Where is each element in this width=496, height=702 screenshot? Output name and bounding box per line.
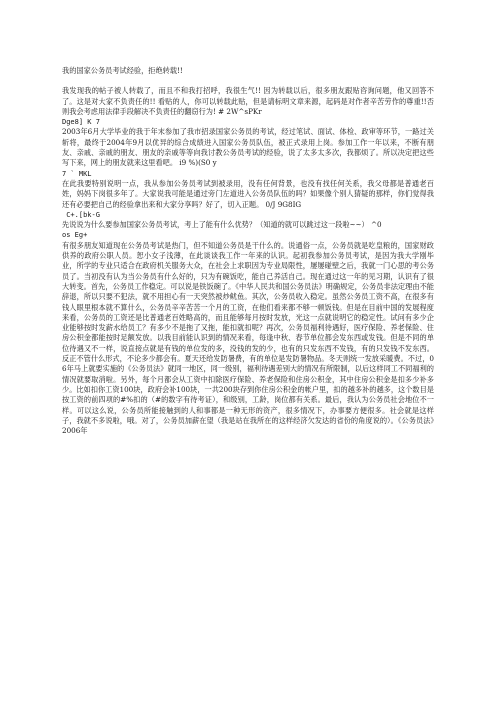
paragraph-noise-4: os Eg+ <box>62 231 88 240</box>
paragraph-intro-notice: 我发现我的帖子被人转载了，而且不和我打招呼，我很生气!! 因为转载以后，很多朋友跟贴咨询问题，他又回答不了。这是对大家不负责任的!! 看贴的人，你可以转载此贴，但是请标明文章来源，起码是对作者辛苦劳作的尊重!!否则我会考虑用法律手段解决不负责任的翻窃行为! # 2W^sPKr <box>62 86 434 116</box>
paragraph-noise-2: 7 ` MKL <box>62 169 92 178</box>
document-title: 我的国家公务员考试经验，拒绝转载!! <box>62 66 183 75</box>
paragraph-background: 2003年6月大学毕业的我于年末参加了我市招录国家公务员的考试，经过笔试、面试、体检、政审等环节，一路过关斩将，最终于2004年9月以优异的综合成绩进入国家公务员队伍，被正式录用上岗。参加工作一年以来，不断有朋友、亲戚、亲戚的朋友、朋友的亲戚等等向我讨教公务员考试的经验，说了太多太多次，我都烦了。所以决定把这些写下来，网上的朋友就来这里看吧。 i9 %)(S0 y <box>62 127 434 168</box>
paragraph-why-exam: 先说说为什么要参加国家公务员考试，考上了能有什么优势？（知道的就可以跳过这一段啦~~） ^0 <box>62 220 382 230</box>
paragraph-noise-1: Dge8] K 7 <box>62 118 100 127</box>
paragraph-no-connections: 在此我要特别说明一点，我从参加公务员考试到被录用，没有任何背景，也没有找任何关系，我父母都是普通老百姓，妈妈下岗很多年了。大家说我可能是通过旁门左道进入公务员队伍的吗？如果像个别人猜疑的那样，你们觉得我还有必要把自己的经验拿出来和大家分享吗？好了，切入正题。 0/J 9G8IG <box>62 178 434 209</box>
document-page <box>62 66 434 436</box>
paragraph-advantages: 有很多朋友知道现在公务员考试是热门，但不知道公务员是干什么的。说通俗一点，公务员就是吃皇粮的，国家财政供养的政府公职人员。恕小女子浅薄，在此谈谈我工作一年来的认识。起初我参加公务员考试，是因为我大学刚毕业，所学的专业只适合在政府机关服务大众，在社会上求职因为专业局限性，屡屡碰壁之后，我就一门心思的考公务员了。当初没有认为当公务员有什么好的，只为有碗饭吃，能自己养活自己。现在通过这一年的见习期，认识有了很大转变。首先，公务员工作稳定。可以说是铁饭碗了。《中华人民共和国公务员法》明确规定，公务员非法定理由不能辞退，所以只要不犯法，就不用担心有一天突然被炒鱿鱼。其次，公务员收入稳定。虽然公务员工资不高，在很多有钱人眼里根本就不算什么，公务员辛辛苦苦一个月的工资，在他们看来都不够一顿饭钱。但是在目前中国的发展程度来看，公务员的工资还是比普通老百姓略高的，而且能够每月按时发放，光这一点就说明它的稳定性。试问有多少企业能够按时发薪水给员工？有多少不是拖了又拖，能扣就扣呢？再次，公务员福利待遇好，医疗保险、养老保险、住房公积金都能按时足额发放。以我目前能认识到的情况来看，每逢中秋、春节单位都会发东西或发钱。但是不同的单位待遇又不一样，说直接点就是有钱的单位发的多，没钱的发的少，也有的只发东西不发钱，有的只发钱不发东西。反正不管什么形式，不论多少都会有。夏天还给发防暑费，有的单位是发防暑物品。冬天则统一发放采暖费。不过，06年马上就要实施的《公务员法》就同一地区，同一级别，福利待遇差别大的情况有所限制，以后这样同工不同福利的情况就要取消啦。另外，每个月都会从工资中扣除医疗保险、养老保险和住房公积金，其中住房公积金是扣多少补多少。比如扣你工资100块，政府会补100块，一共200块存到你住房公积金的帐户里，扣的越多补的越多，这个数目是按工资的前四项的#%扣的（#的数字有待考证），和级别，工龄，岗位都有关系。最后，我认为公务员社会地位不一样。可以这么说，公务员所能接触到的人和事都是一种无形的资产，很多情况下，办事要方便很多。社会就是这样子，我就不多说啦，哦。对了，公务员加薪在望（我是站在我所在的这样经济欠发达的省份的角度说的）。《公务员法》2006年 <box>62 240 434 436</box>
paragraph-noise-3: C+.[bk-G <box>62 210 100 219</box>
